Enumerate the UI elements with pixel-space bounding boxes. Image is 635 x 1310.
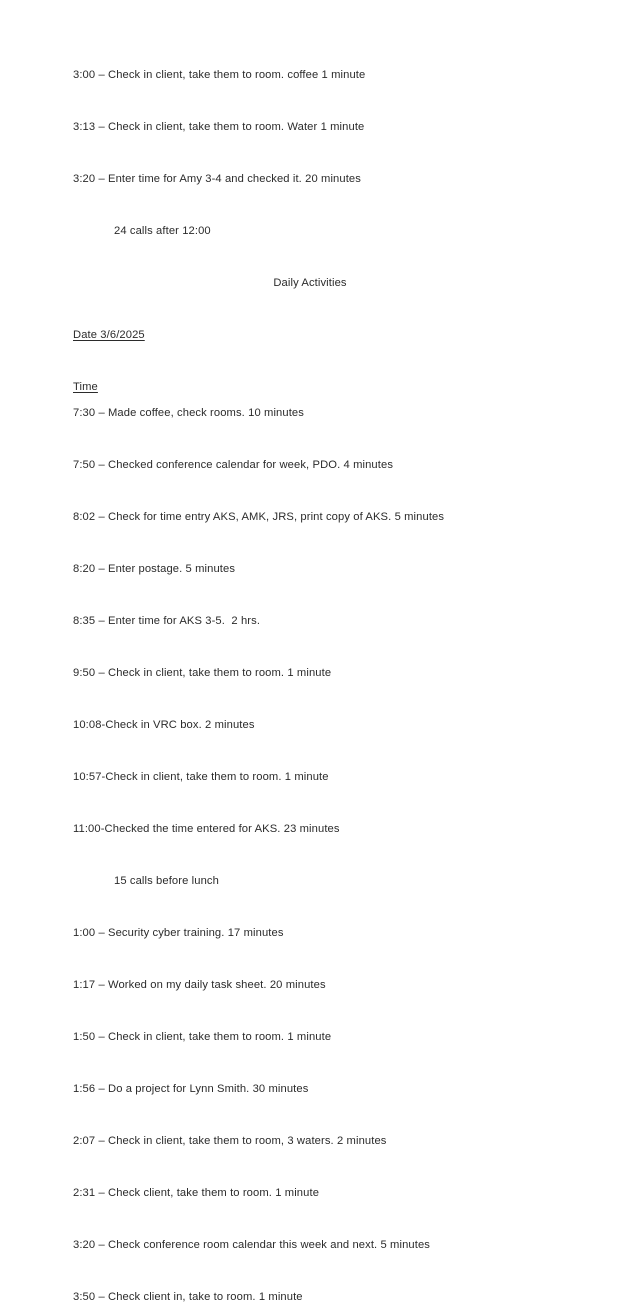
blank-line bbox=[73, 348, 565, 374]
blank-line bbox=[73, 426, 565, 452]
activity-line: 8:35 – Enter time for AKS 3-5. 2 hrs. bbox=[73, 615, 261, 627]
call-summary-line: 24 calls after 12:00 bbox=[114, 225, 211, 237]
document-body bbox=[73, 62, 565, 1310]
activity-line: 8:20 – Enter postage. 5 minutes bbox=[73, 563, 236, 575]
activity-line: 1:00 – Security cyber training. 17 minutes bbox=[73, 927, 284, 939]
activity-line: 8:02 – Check for time entry AKS, AMK, JRS, print copy of AKS. 5 minutes bbox=[73, 511, 445, 523]
time-heading bbox=[73, 374, 565, 400]
blank-line bbox=[73, 1050, 565, 1076]
blank-line bbox=[73, 894, 565, 920]
activity-line: 3:00 – Check in client, take them to room. coffee 1 minute bbox=[73, 69, 366, 81]
blank-line bbox=[73, 1206, 565, 1232]
blank-line bbox=[73, 1258, 565, 1284]
activity-line: 3:20 – Enter time for Amy 3-4 and checked it. 20 minutes bbox=[73, 173, 361, 185]
activity-line: 3:50 – Check client in, take to room. 1 minute bbox=[73, 1291, 303, 1303]
activity-line: 3:20 – Check conference room calendar this week and next. 5 minutes bbox=[73, 1239, 430, 1251]
activity-line: 1:17 – Worked on my daily task sheet. 20 minutes bbox=[73, 979, 326, 991]
date-heading bbox=[73, 322, 565, 348]
activity-line: 7:30 – Made coffee, check rooms. 10 minutes bbox=[73, 407, 304, 419]
blank-line bbox=[73, 1154, 565, 1180]
blank-line bbox=[73, 1102, 565, 1128]
blank-line bbox=[73, 582, 565, 608]
activity-line: 1:56 – Do a project for Lynn Smith. 30 minutes bbox=[73, 1083, 309, 1095]
activity-line: 11:00-Checked the time entered for AKS. 23 minutes bbox=[73, 823, 340, 835]
activity-line: 9:50 – Check in client, take them to room. 1 minute bbox=[73, 667, 332, 679]
blank-line bbox=[73, 478, 565, 504]
blank-line bbox=[73, 946, 565, 972]
activity-line: 7:50 – Checked conference calendar for week, PDO. 4 minutes bbox=[73, 459, 394, 471]
blank-line bbox=[73, 634, 565, 660]
activity-line: 2:31 – Check client, take them to room. 1 minute bbox=[73, 1187, 320, 1199]
activity-line: 1:50 – Check in client, take them to room. 1 minute bbox=[73, 1031, 332, 1043]
activity-line: 10:08-Check in VRC box. 2 minutes bbox=[73, 719, 255, 731]
activity-line: 3:13 – Check in client, take them to room. Water 1 minute bbox=[73, 121, 365, 133]
blank-line bbox=[73, 530, 565, 556]
blank-line bbox=[73, 140, 565, 166]
time-heading-text: Time bbox=[73, 381, 98, 393]
blank-line bbox=[73, 790, 565, 816]
blank-line bbox=[73, 192, 565, 218]
date-heading-text: Date 3/6/2025 bbox=[73, 329, 145, 341]
blank-line bbox=[73, 738, 565, 764]
blank-line bbox=[73, 998, 565, 1024]
activity-line: 2:07 – Check in client, take them to room, 3 waters. 2 minutes bbox=[73, 1135, 387, 1147]
blank-line bbox=[73, 842, 565, 868]
blank-line bbox=[73, 686, 565, 712]
call-summary-line: 15 calls before lunch bbox=[114, 875, 219, 887]
activity-line: 10:57-Check in client, take them to room. 1 minute bbox=[73, 771, 329, 783]
page-title: Daily Activities bbox=[273, 277, 347, 289]
blank-line bbox=[73, 88, 565, 114]
blank-line bbox=[73, 296, 565, 322]
blank-line bbox=[73, 244, 565, 270]
